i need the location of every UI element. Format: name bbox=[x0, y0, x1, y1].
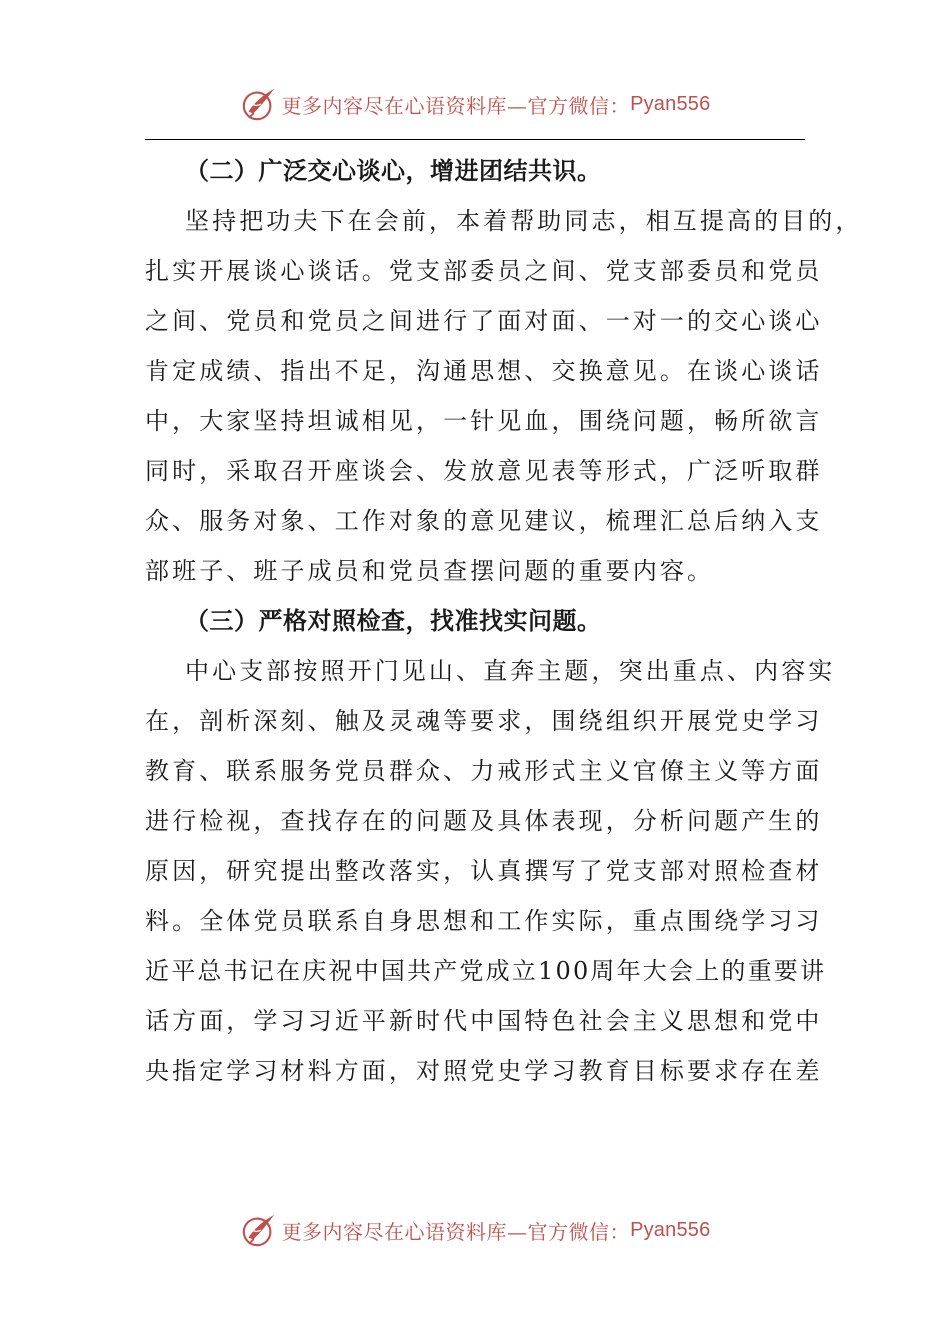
paragraph-line: 料。全体党员联系自身思想和工作实际，重点围绕学习习 bbox=[145, 907, 823, 935]
paragraph-line: 坚持把功夫下在会前，本着帮助同志，相互提高的目的， bbox=[185, 207, 863, 235]
wechat-id: Pyan556 bbox=[630, 1218, 711, 1241]
paragraph-line: 同时，采取召开座谈会、发放意见表等形式，广泛听取群 bbox=[145, 457, 823, 485]
quill-pen-logo-icon bbox=[240, 85, 278, 123]
banner-text: 更多内容尽在心语资料库—官方微信： bbox=[281, 1219, 631, 1244]
header-banner bbox=[0, 82, 950, 126]
paragraph-line: 教育、联系服务党员群众、力戒形式主义官僚主义等方面 bbox=[145, 757, 823, 785]
paragraph-line: 进行检视，查找存在的问题及具体表现，分析问题产生的 bbox=[145, 807, 823, 835]
paragraph-line: 在，剖析深刻、触及灵魂等要求，围绕组织开展党史学习 bbox=[145, 707, 823, 735]
paragraph-line: 肯定成绩、指出不足，沟通思想、交换意见。在谈心谈话 bbox=[145, 357, 823, 385]
paragraph-line: 中心支部按照开门见山、直奔主题，突出重点、内容实 bbox=[185, 657, 836, 685]
section-heading-2: （二）广泛交心谈心，增进团结共识。 bbox=[185, 157, 602, 185]
paragraph-line: 原因，研究提出整改落实，认真撰写了党支部对照检查材 bbox=[145, 857, 823, 885]
header-divider bbox=[145, 139, 805, 140]
paragraph-line: 中，大家坚持坦诚相见，一针见血，围绕问题，畅所欲言 bbox=[145, 407, 823, 435]
paragraph-line: 央指定学习材料方面，对照党史学习教育目标要求存在差 bbox=[145, 1057, 823, 1085]
quill-pen-logo-icon bbox=[240, 1211, 278, 1249]
section-heading-3: （三）严格对照检查，找准找实问题。 bbox=[185, 607, 602, 635]
banner-text: 更多内容尽在心语资料库—官方微信： bbox=[281, 93, 631, 118]
wechat-id: Pyan556 bbox=[630, 92, 711, 115]
paragraph-line: 之间、党员和党员之间进行了面对面、一对一的交心谈心 bbox=[145, 307, 823, 335]
document-body bbox=[145, 146, 863, 1096]
paragraph-line: 话方面，学习习近平新时代中国特色社会主义思想和党中 bbox=[145, 1007, 823, 1035]
footer-banner bbox=[0, 1208, 950, 1252]
paragraph-line: 众、服务对象、工作对象的意见建议，梳理汇总后纳入支 bbox=[145, 507, 823, 535]
paragraph-line: 部班子、班子成员和党员查摆问题的重要内容。 bbox=[145, 557, 715, 585]
paragraph-line: 近平总书记在庆祝中国共产党成立100周年大会上的重要讲 bbox=[145, 957, 827, 985]
paragraph-line: 扎实开展谈心谈话。党支部委员之间、党支部委员和党员 bbox=[145, 257, 823, 285]
